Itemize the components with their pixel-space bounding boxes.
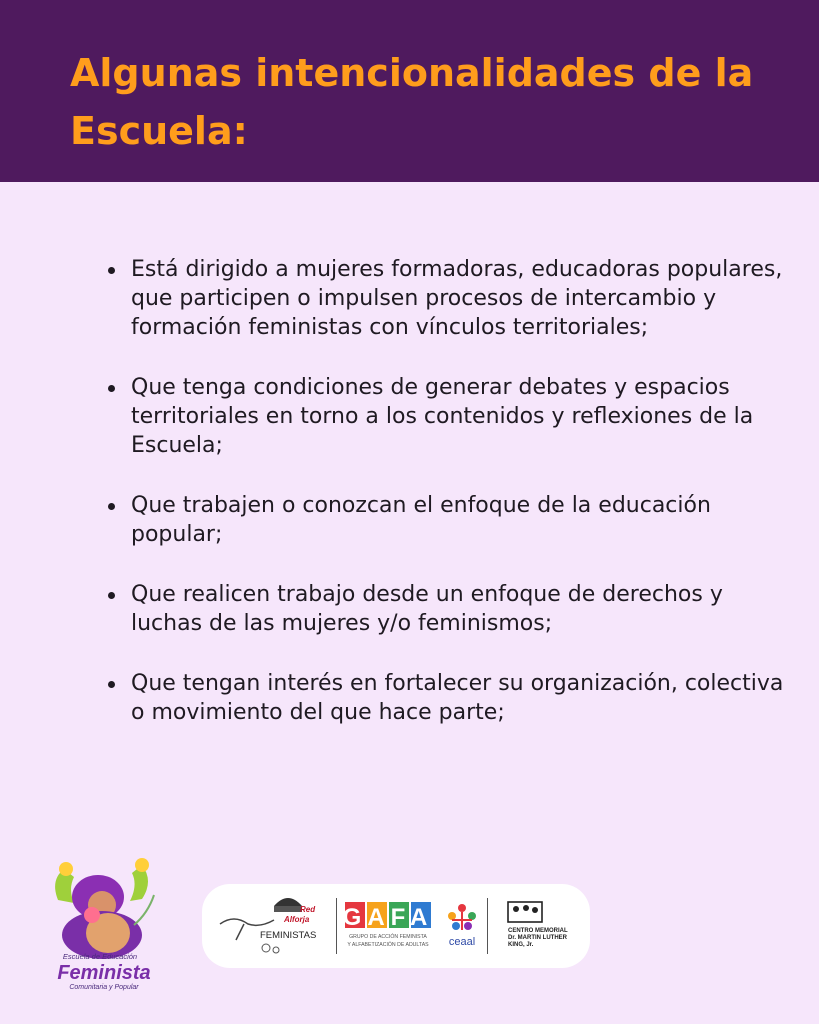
svg-text:FEMINISTAS: FEMINISTAS xyxy=(260,930,317,941)
bullet-icon xyxy=(108,385,115,392)
school-logo-line1: Escuela de Educación xyxy=(62,952,138,961)
list-item-text: Que trabajen o conozcan el enfoque de la educación popular; xyxy=(131,493,711,547)
gafa-logo xyxy=(342,896,438,958)
school-logo xyxy=(30,855,180,1005)
list-item xyxy=(104,255,794,342)
divider xyxy=(336,898,337,954)
partner-logos xyxy=(202,884,590,968)
intentions-list xyxy=(104,255,794,758)
svg-text:GRUPO DE ACCIÓN FEMINISTA: GRUPO DE ACCIÓN FEMINISTA xyxy=(349,934,427,940)
red-alforja-logo xyxy=(214,890,326,962)
cmmlk-logo xyxy=(494,898,586,954)
list-item-text: Que tenga condiciones de generar debates y espacios territoriales en torno a los contenidos y reflexiones de la Escuela; xyxy=(131,375,754,458)
school-logo-line3: Comunitaria y Popular xyxy=(69,984,139,991)
svg-text:Red: Red xyxy=(300,905,316,914)
bullet-icon xyxy=(108,592,115,599)
bullet-icon xyxy=(108,503,115,510)
bullet-icon xyxy=(108,681,115,688)
svg-text:KING, Jr.: KING, Jr. xyxy=(508,942,534,948)
svg-text:CENTRO MEMORIAL: CENTRO MEMORIAL xyxy=(508,928,568,934)
svg-text:Alforja: Alforja xyxy=(284,915,310,924)
list-item xyxy=(104,669,794,727)
svg-text:Dr. MARTIN LUTHER: Dr. MARTIN LUTHER xyxy=(508,935,567,941)
svg-text:GAFA: GAFA xyxy=(342,904,434,931)
bullet-icon xyxy=(108,267,115,274)
list-item-text: Que realicen trabajo desde un enfoque de derechos y luchas de las mujeres y/o feminismos; xyxy=(131,582,723,636)
header-banner xyxy=(0,0,819,182)
divider xyxy=(487,898,488,954)
list-item xyxy=(104,491,794,549)
list-item xyxy=(104,580,794,638)
svg-text:Y ALFABETIZACIÓN DE ADULTAS: Y ALFABETIZACIÓN DE ADULTAS xyxy=(347,942,429,948)
list-item-text: Está dirigido a mujeres formadoras, educadoras populares, que participen o impulsen procesos de intercambio y formación feministas con vínculos territoriales; xyxy=(131,257,783,340)
list-item xyxy=(104,373,794,460)
ceaal-logo xyxy=(442,900,482,956)
list-item-text: Que tengan interés en fortalecer su organización, colectiva o movimiento del que hace parte; xyxy=(131,671,784,725)
svg-text:ceaal: ceaal xyxy=(448,936,476,948)
school-logo-line2: Feminista xyxy=(57,962,151,984)
page-title: Algunas intencionalidades de la Escuela: xyxy=(70,51,754,153)
